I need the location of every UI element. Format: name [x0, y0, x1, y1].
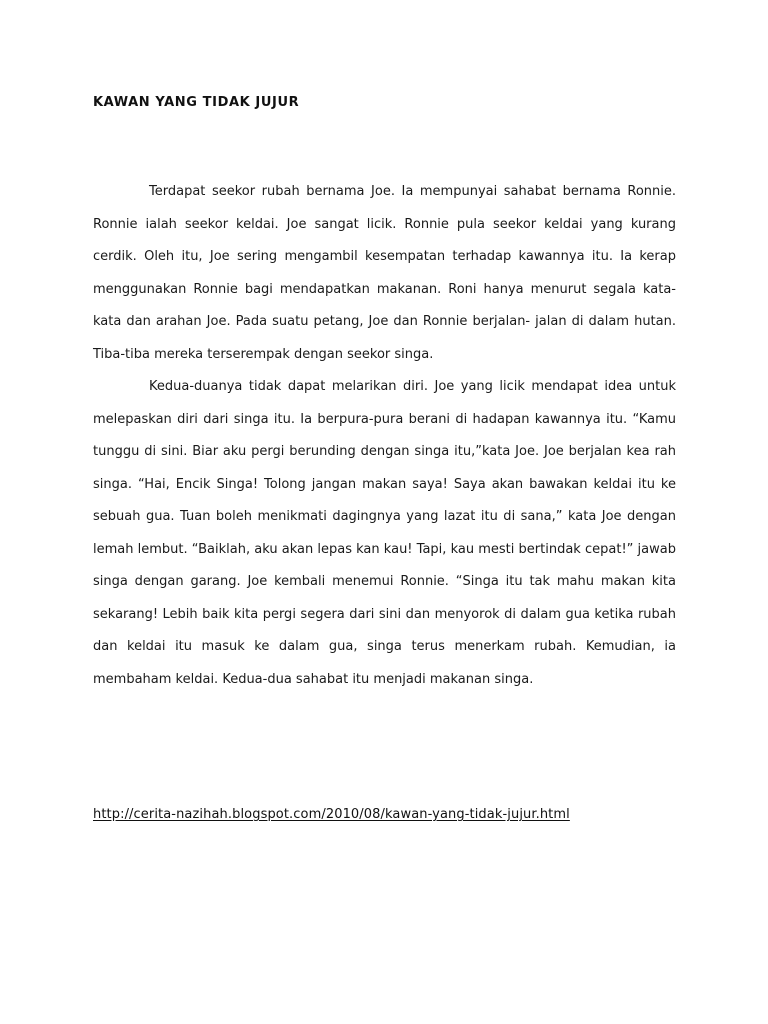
story-paragraph-1: Terdapat seekor rubah bernama Joe. Ia mempunyai sahabat bernama Ronnie. Ronnie ialah seekor keldai. Joe sangat licik. Ronnie pula seekor keldai yang kurang cerdik. Oleh itu, Joe sering mengambil kesempatan terhadap kawannya itu. Ia kerap menggunakan Ronnie bagi mendapatkan makanan. Roni hanya menurut segala kata-kata dan arahan Joe. Pada suatu petang, Joe dan Ronnie berjalan- jalan di dalam hutan. Tiba-tiba mereka terserempak dengan seekor singa.: [93, 184, 676, 362]
source-url-link[interactable]: http://cerita-nazihah.blogspot.com/2010/08/kawan-yang-tidak-jujur.html: [93, 807, 570, 822]
story-body: [93, 176, 676, 696]
document-title: KAWAN YANG TIDAK JUJUR: [93, 95, 300, 110]
story-paragraph-2: Kedua-duanya tidak dapat melarikan diri. Joe yang licik mendapat idea untuk melepaskan diri dari singa itu. Ia berpura-pura berani di hadapan kawannya itu. “Kamu tunggu di sini. Biar aku pergi berunding dengan singa itu,”kata Joe. Joe berjalan kea rah singa. “Hai, Encik Singa! Tolong jangan makan saya! Saya akan bawakan keldai itu ke sebuah gua. Tuan boleh menikmati dagingnya yang lazat itu di sana,” kata Joe dengan lemah lembut. “Baiklah, aku akan lepas kan kau! Tapi, kau mesti bertindak cepat!” jawab singa dengan garang. Joe kembali menemui Ronnie. “Singa itu tak mahu makan kita sekarang! Lebih baik kita pergi segera dari sini dan menyorok di dalam gua ketika rubah dan keldai itu masuk ke dalam gua, singa terus menerkam rubah. Kemudian, ia membaham keldai. Kedua-dua sahabat itu menjadi makanan singa.: [93, 379, 676, 687]
